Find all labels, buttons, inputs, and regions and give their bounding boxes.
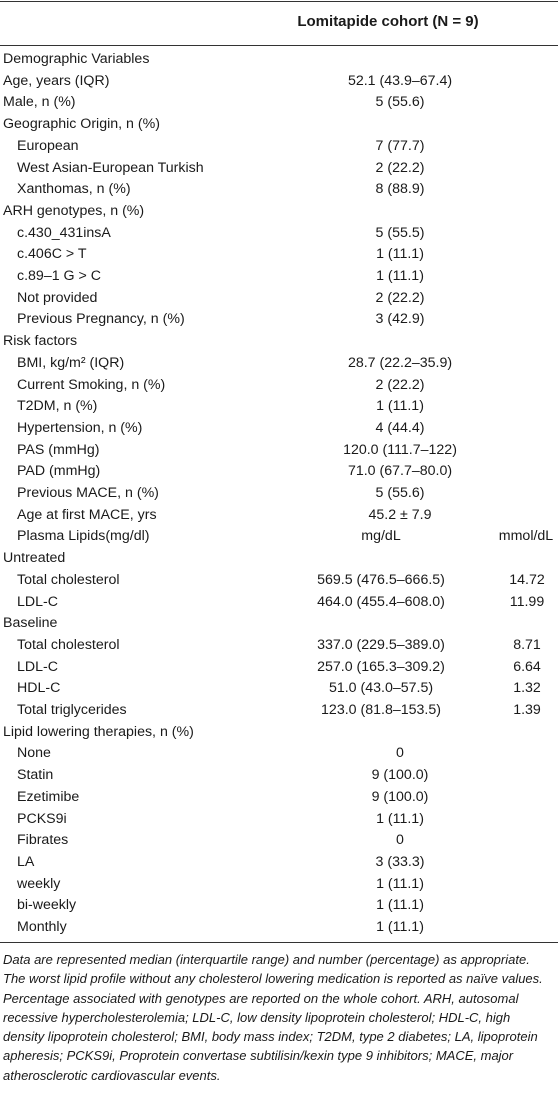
row-label: Fibrates [17,832,69,849]
row-label: Age, years (IQR) [3,72,110,89]
row-value: 337.0 (229.5–389.0) [317,636,445,653]
table-row [0,591,558,613]
row-value: 1 (11.1) [376,268,424,284]
table-row [0,48,558,70]
row-label: PAD (mmHg) [17,463,101,480]
row-value: 1 (11.1) [376,897,424,914]
row-label: Untreated [3,550,66,567]
table-row [0,265,558,287]
row-label: Current Smoking, n (%) [17,376,166,393]
row-value-mmol: 8.71 [513,636,541,653]
row-label: Geographic Origin, n (%) [3,116,160,133]
row-label: c.430_431insA [17,224,111,241]
table-row [0,894,558,916]
table-row [0,656,558,678]
table-row [0,70,558,92]
table-header [0,0,558,45]
header-rule [0,45,558,46]
table-row [0,916,558,938]
table-row [0,699,558,721]
row-label: ARH genotypes, n (%) [3,202,145,219]
table-row [0,504,558,526]
table-row [0,742,558,764]
row-value: 4 (44.4) [375,419,425,436]
row-label: Risk factors [3,333,78,350]
row-label: c.89–1 G > C [17,268,101,284]
row-label: LDL-C [17,593,58,610]
row-value-mmol: 1.39 [513,702,541,718]
table-row [0,157,558,179]
row-label: PCKS9i [17,810,67,827]
bottom-rule [0,942,558,943]
table-row [0,786,558,808]
row-value: 3 (33.3) [375,853,425,870]
row-label: LDL-C [17,658,58,675]
row-value: 0 [396,832,404,849]
row-value: 5 (55.6) [375,94,425,111]
table-row [0,460,558,482]
row-value: 45.2 ± 7.9 [368,506,432,523]
row-label: PAS (mmHg) [17,441,100,458]
row-label: c.406C > T [17,246,87,263]
table-row [0,395,558,417]
table-row [0,525,558,547]
row-value: 1 (11.1) [376,875,424,892]
row-value: 5 (55.6) [375,485,425,501]
row-value-mmol: 6.64 [513,658,541,675]
row-value: 1 (11.1) [376,810,424,827]
table-row [0,330,558,352]
row-value: 5 (55.5) [375,224,425,241]
table-row [0,243,558,265]
row-label: weekly [17,875,61,892]
row-label: bi-weekly [17,897,77,914]
row-value-mmol: 11.99 [509,593,545,610]
row-label: Previous Pregnancy, n (%) [17,311,185,328]
row-label: Demographic Variables [3,51,150,67]
row-label: Lipid lowering therapies, n (%) [3,723,194,740]
row-label: BMI, kg/m² (IQR) [17,354,125,371]
table-row [0,135,558,157]
row-value-mmol: 1.32 [513,680,541,697]
table-row [0,417,558,439]
row-value: 569.5 (476.5–666.5) [317,571,445,588]
table-row [0,721,558,743]
row-label: Baseline [3,615,58,632]
row-value: 7 (77.7) [375,137,425,154]
row-label: Hypertension, n (%) [17,419,143,436]
row-value-mmol: 14.72 [509,571,545,588]
table-row [0,113,558,135]
row-value: 52.1 (43.9–67.4) [347,72,453,89]
row-value: 1 (11.1) [376,246,424,263]
table-row [0,764,558,786]
row-label: Total triglycerides [17,702,127,718]
table-row [0,178,558,200]
row-value: 0 [396,745,404,762]
table-row [0,851,558,873]
table-row [0,547,558,569]
top-rule [0,1,558,2]
row-value: 120.0 (111.7–122) [343,441,457,458]
table-row [0,91,558,113]
row-value: 51.0 (43.0–57.5) [328,680,434,697]
table-row [0,308,558,330]
column-header-lomitapide-cohort: Lomitapide cohort (N = 9) [297,13,479,30]
row-value: 9 (100.0) [371,788,429,805]
row-label: Age at first MACE, yrs [17,506,157,523]
row-label: Previous MACE, n (%) [17,485,159,501]
row-label: LA [17,853,35,870]
footnote-2: The worst lipid profile without any cholesterol lowering medication is reported as naïve values. Percentage associated with genotypes are reported on the whole cohort. ARH, autosomal recessive hypercholesterolemia; LDL-C, low density lipoprotein cholesterol; HDL-C, high density lipoprotein cholesterol; BMI, body mass index; T2DM, type 2 diabetes; LA, lipoprotein apheresis; PCKS9i, Proprotein convertase subtilisin/kexin type 9 inhibitors; MACE, major atherosclerotic cardiovascular events. [3,971,543,1083]
row-value: 9 (100.0) [371,767,429,784]
table-row [0,482,558,504]
row-label: HDL-C [17,680,61,697]
row-value: 1 (11.1) [376,919,424,935]
table-row [0,569,558,591]
row-value: 2 (22.2) [375,159,425,176]
row-label: Plasma Lipids(mg/dl) [17,528,150,545]
row-value: 1 (11.1) [376,398,424,415]
row-label: Xanthomas, n (%) [17,181,131,198]
row-value: mg/dL [361,528,401,545]
row-label: T2DM, n (%) [17,398,98,415]
row-value: 257.0 (165.3–309.2) [317,658,445,675]
row-value: 28.7 (22.2–35.9) [347,354,453,371]
table-footnotes [3,950,551,1085]
row-value: 123.0 (81.8–153.5) [321,702,441,718]
table-row [0,634,558,656]
footnote-1: Data are represented median (interquartile range) and number (percentage) as appropriate. [3,952,530,967]
table-row [0,808,558,830]
table-row [0,677,558,699]
row-label: Total cholesterol [17,571,120,588]
table-row [0,222,558,244]
table-row [0,287,558,309]
row-value-mmol: mmol/dL [498,528,554,545]
row-value: 8 (88.9) [375,181,425,198]
row-label: Ezetimibe [17,788,80,805]
table-row [0,873,558,895]
row-label: Male, n (%) [3,94,76,111]
table-row [0,374,558,396]
table-row [0,439,558,461]
row-label: Not provided [17,289,98,306]
row-value: 2 (22.2) [375,289,425,306]
table-row [0,829,558,851]
row-label: Statin [17,767,54,784]
table-row [0,612,558,634]
row-value: 2 (22.2) [375,376,425,393]
row-label: Total cholesterol [17,636,120,653]
row-label: European [17,137,79,154]
row-value: 71.0 (67.7–80.0) [347,463,453,480]
row-label: West Asian-European Turkish [17,159,204,176]
table-row [0,200,558,222]
row-value: 3 (42.9) [375,311,425,328]
row-label: None [17,745,51,762]
table-row [0,352,558,374]
row-value: 464.0 (455.4–608.0) [317,593,445,610]
row-label: Monthly [17,919,67,935]
